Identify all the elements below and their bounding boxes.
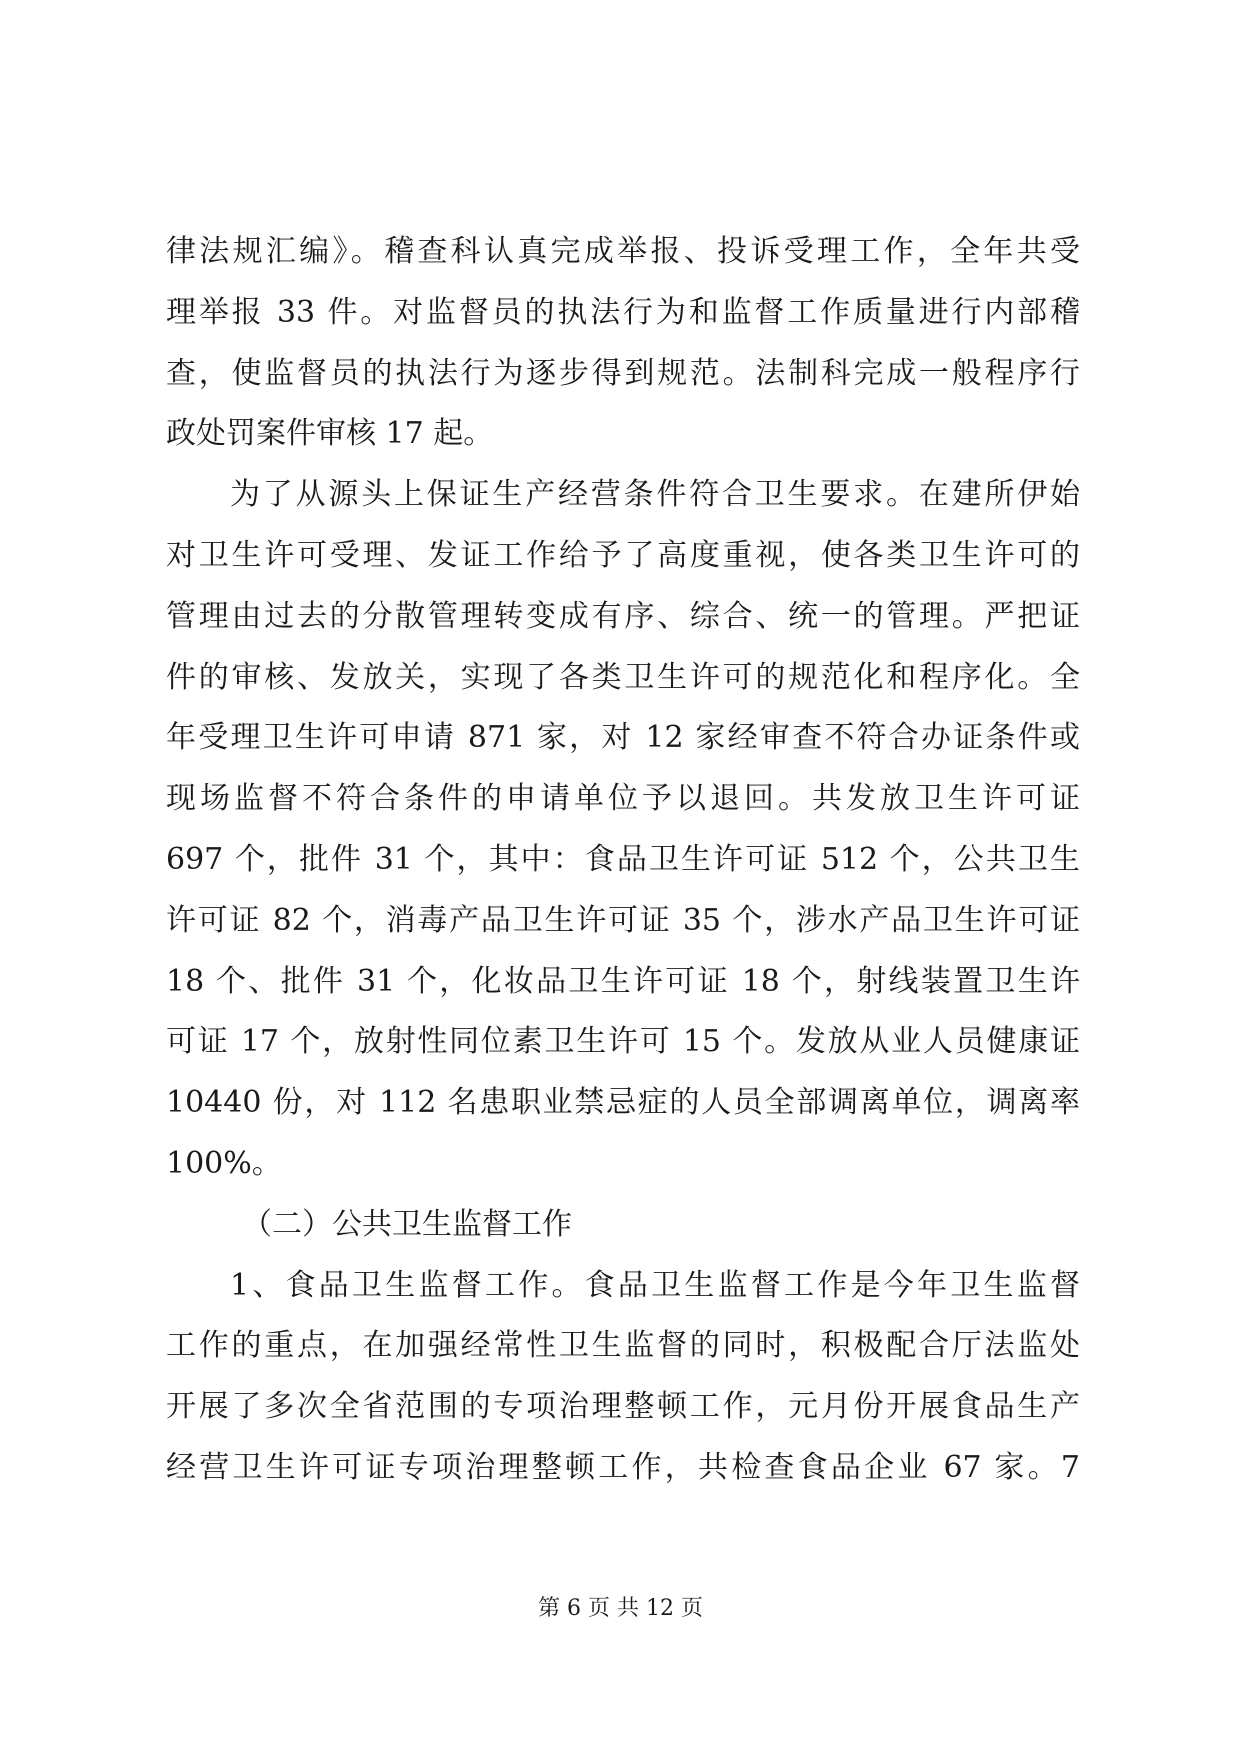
text-line-6: 对卫生许可受理、发证工作给予了高度重视，使各类卫生许可的 xyxy=(166,537,1080,573)
text-line-8: 件的审核、发放关，实现了各类卫生许可的规范化和程序化。全 xyxy=(166,659,1080,695)
text-line-7: 管理由过去的分散管理转变成有序、综合、统一的管理。严把证 xyxy=(166,598,1080,634)
text-line-9: 年受理卫生许可申请 871 家，对 12 家经审查不符合办证条件或 xyxy=(166,720,1080,756)
text-line-12: 许可证 82 个，消毒产品卫生许可证 35 个，涉水产品卫生许可证 xyxy=(166,902,1080,938)
text-line-2: 理举报 33 件。对监督员的执法行为和监督工作质量进行内部稽 xyxy=(166,294,1080,330)
text-line-10: 现场监督不符合条件的申请单位予以退回。共发放卫生许可证 xyxy=(166,781,1080,817)
text-line-14: 可证 17 个，放射性同位素卫生许可 15 个。发放从业人员健康证 xyxy=(166,1024,1080,1060)
text-line-1: 律法规汇编》。稽查科认真完成举报、投诉受理工作，全年共受 xyxy=(166,234,1080,269)
text-line-16: 100%。 xyxy=(166,1145,282,1181)
page-footer: 第 6 页 共 12 页 xyxy=(538,1596,703,1621)
text-line-5: 为了从源头上保证生产经营条件符合卫生要求。在建所伊始 xyxy=(230,477,1080,513)
text-line-11: 697 个，批件 31 个，其中：食品卫生许可证 512 个，公共卫生 xyxy=(166,841,1080,877)
document-body xyxy=(166,222,1080,1499)
text-line-15: 10440 份，对 112 名患职业禁忌症的人员全部调离单位，调离率 xyxy=(166,1085,1080,1121)
text-line-3: 查，使监督员的执法行为逐步得到规范。法制科完成一般程序行 xyxy=(166,355,1080,391)
text-line-21: 经营卫生许可证专项治理整顿工作，共检查食品企业 67 家。7 xyxy=(166,1449,1080,1485)
text-line-4: 政处罚案件审核 17 起。 xyxy=(166,416,494,452)
section-heading: （二）公共卫生监督工作 xyxy=(242,1206,572,1242)
text-line-18: 1、食品卫生监督工作。食品卫生监督工作是今年卫生监督 xyxy=(230,1267,1080,1303)
text-line-19: 工作的重点，在加强经常性卫生监督的同时，积极配合厅法监处 xyxy=(166,1328,1080,1364)
text-line-13: 18 个、批件 31 个，化妆品卫生许可证 18 个，射线装置卫生许 xyxy=(166,963,1080,999)
text-line-20: 开展了多次全省范围的专项治理整顿工作，元月份开展食品生产 xyxy=(166,1389,1080,1425)
